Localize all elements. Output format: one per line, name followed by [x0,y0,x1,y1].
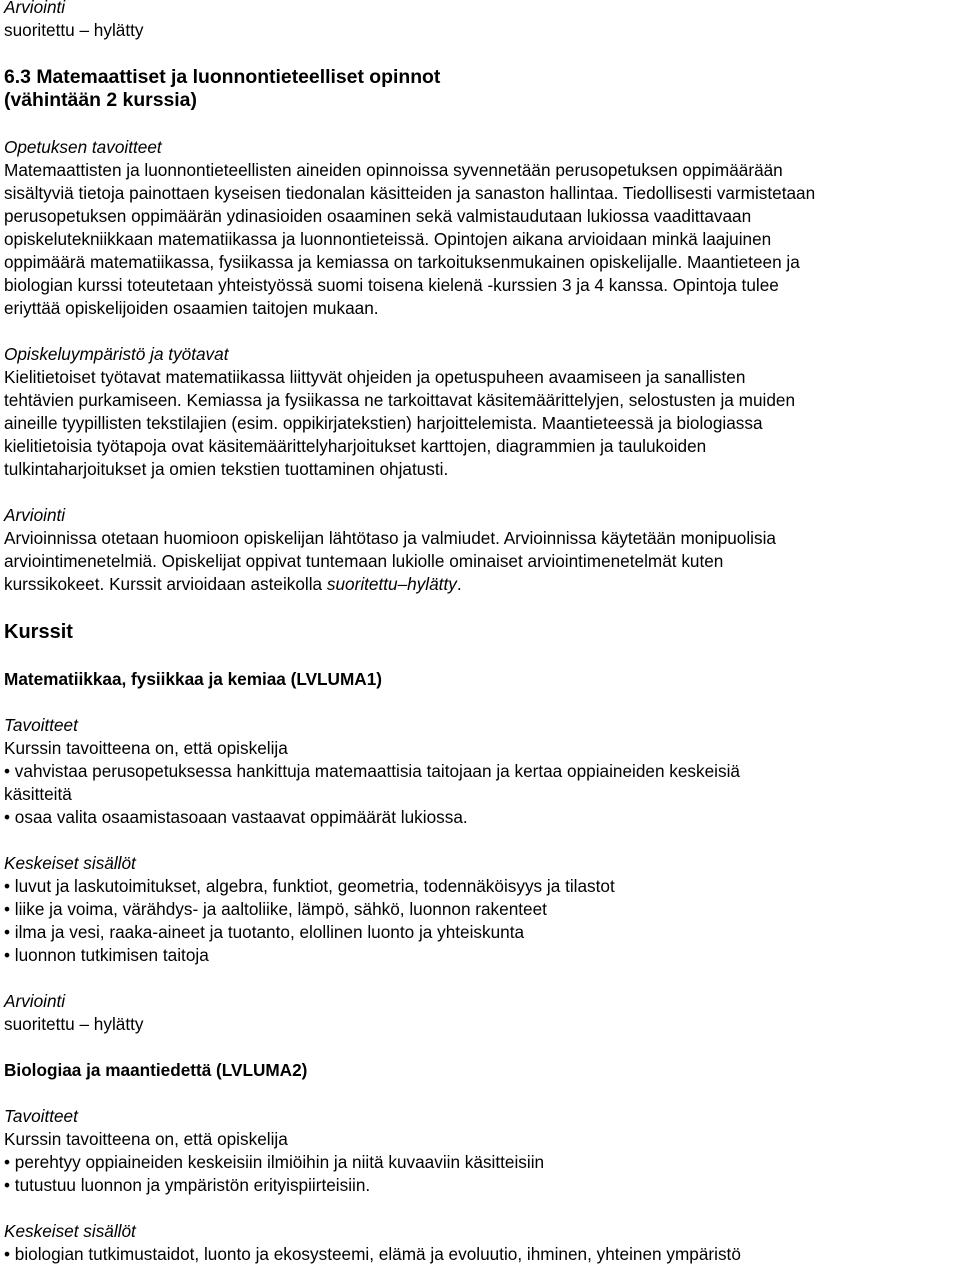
course-sisallot-heading: Keskeiset sisällöt [4,853,136,873]
list-item: • perehtyy oppiaineiden keskeisiin ilmiöihin ja niitä kuvaaviin käsitteisiin [4,1151,956,1174]
text-line: tehtävien purkamiseen. Kemiassa ja fysiikassa ne tarkoittavat käsitemäärittelyjen, selostusten ja muiden [4,390,796,410]
text-line: sisältyviä tietoja painottaen kyseisen tiedonalan käsitteiden ja sanaston hallintaa. Tiedollisesti varmistetaan [4,183,816,203]
list-item: • biologian tutkimustaidot, luonto ja ekosysteemi, elämä ja evoluutio, ihminen, yhteinen ympäristö [4,1243,956,1266]
list-item: • liike ja voima, värähdys- ja aaltoliike, lämpö, sähkö, luonnon rakenteet [4,898,956,921]
top-arviointi-value: suoritettu – hylätty [4,20,144,40]
course-title: Biologiaa ja maantiedettä (LVLUMA2) [4,1060,308,1080]
opiskeluymparisto-heading: Opiskeluympäristö ja työtavat [4,344,229,364]
opiskeluymparisto-text [4,366,956,481]
kurssit-heading: Kurssit [4,621,73,643]
text-line: oppimäärä matematiikassa, fysiikassa ja kemiassa on tarkoituksenmukainen opiskelijalle. Maantieteen ja [4,252,800,272]
text-span: . [456,574,462,594]
text-line: Kielitietoiset työtavat matematiikassa liittyvät ohjeiden ja opetuspuheen avaamiseen ja sanallisten [4,367,746,387]
top-arviointi-heading: Arviointi [4,0,66,17]
opetuksen-tavoitteet-heading: Opetuksen tavoitteet [4,137,162,157]
opetuksen-tavoitteet-text [4,159,956,320]
course-tavoitteet-heading: Tavoitteet [4,1106,78,1126]
course-tavoitteet-intro: Kurssin tavoitteena on, että opiskelija [4,1129,288,1149]
text-line: aineille tyypillisten tekstilajien (esim. oppikirjatekstien) harjoittelemista. Maantieteessä ja biologiassa [4,413,763,433]
text-span: kurssikokeet. Kurssit arvioidaan asteikolla [4,574,327,594]
text-line: eriyttää opiskelijoiden osaamien taitojen mukaan. [4,298,379,318]
course-title: Matematiikkaa, fysiikkaa ja kemiaa (LVLUMA1) [4,669,382,689]
list-item-continuation: käsitteitä [4,784,72,804]
course-tavoitteet-heading: Tavoitteet [4,715,78,735]
course-arviointi-value: suoritettu – hylätty [4,1014,144,1034]
list-item: • ilma ja vesi, raaka-aineet ja tuotanto, elollinen luonto ja yhteiskunta [4,921,956,944]
text-line: opiskelutekniikkaan matematiikassa ja luonnontieteissä. Opintojen aikana arvioidaan minkä laajuinen [4,229,772,249]
arviointi-heading: Arviointi [4,505,66,525]
course-sisallot-heading: Keskeiset sisällöt [4,1221,136,1241]
list-item: • vahvistaa perusopetuksessa hankittuja matemaattisia taitojaan ja kertaa oppiaineiden keskeisiä [4,760,956,783]
document-page [4,0,956,1266]
text-line [4,573,956,596]
text-line: tulkintaharjoitukset ja omien tekstien tuottaminen ohjatusti. [4,459,449,479]
text-line: Matemaattisten ja luonnontieteellisten aineiden opinnoissa syvennetään perusopetuksen oppimäärään [4,160,783,180]
text-line: Arvioinnissa otetaan huomioon opiskelijan lähtötaso ja valmiudet. Arvioinnissa käytetään monipuolisia [4,528,776,548]
list-item: • osaa valita osaamistasoaan vastaavat oppimäärät lukiossa. [4,806,956,829]
course-arviointi-heading: Arviointi [4,991,66,1011]
text-line: arviointimenetelmiä. Opiskelijat oppivat tuntemaan lukiolle ominaiset arviointimenetelmät kuten [4,551,724,571]
text-line: biologian kurssi toteutetaan yhteistyössä suomi toisena kielenä -kurssien 3 ja 4 kanssa. Opintoja tulee [4,275,779,295]
grading-scale: suoritettu–hylätty [326,574,457,594]
section-title-line1: 6.3 Matemaattiset ja luonnontieteelliset opinnot [4,66,441,88]
list-item: • luvut ja laskutoimitukset, algebra, funktiot, geometria, todennäköisyys ja tilastot [4,875,956,898]
text-line: perusopetuksen oppimäärän ydinasioiden osaaminen sekä valmistaudutaan lukiossa vaadittavaan [4,206,752,226]
section-title-line2: (vähintään 2 kurssia) [4,89,197,111]
text-line: kielitietoisia työtapoja ovat käsitemäärittelyharjoitukset karttojen, diagrammien ja taulukoiden [4,436,707,456]
list-item: • tutustuu luonnon ja ympäristön erityispiirteisiin. [4,1174,956,1197]
list-item: • luonnon tutkimisen taitoja [4,944,956,967]
course-tavoitteet-intro: Kurssin tavoitteena on, että opiskelija [4,738,288,758]
